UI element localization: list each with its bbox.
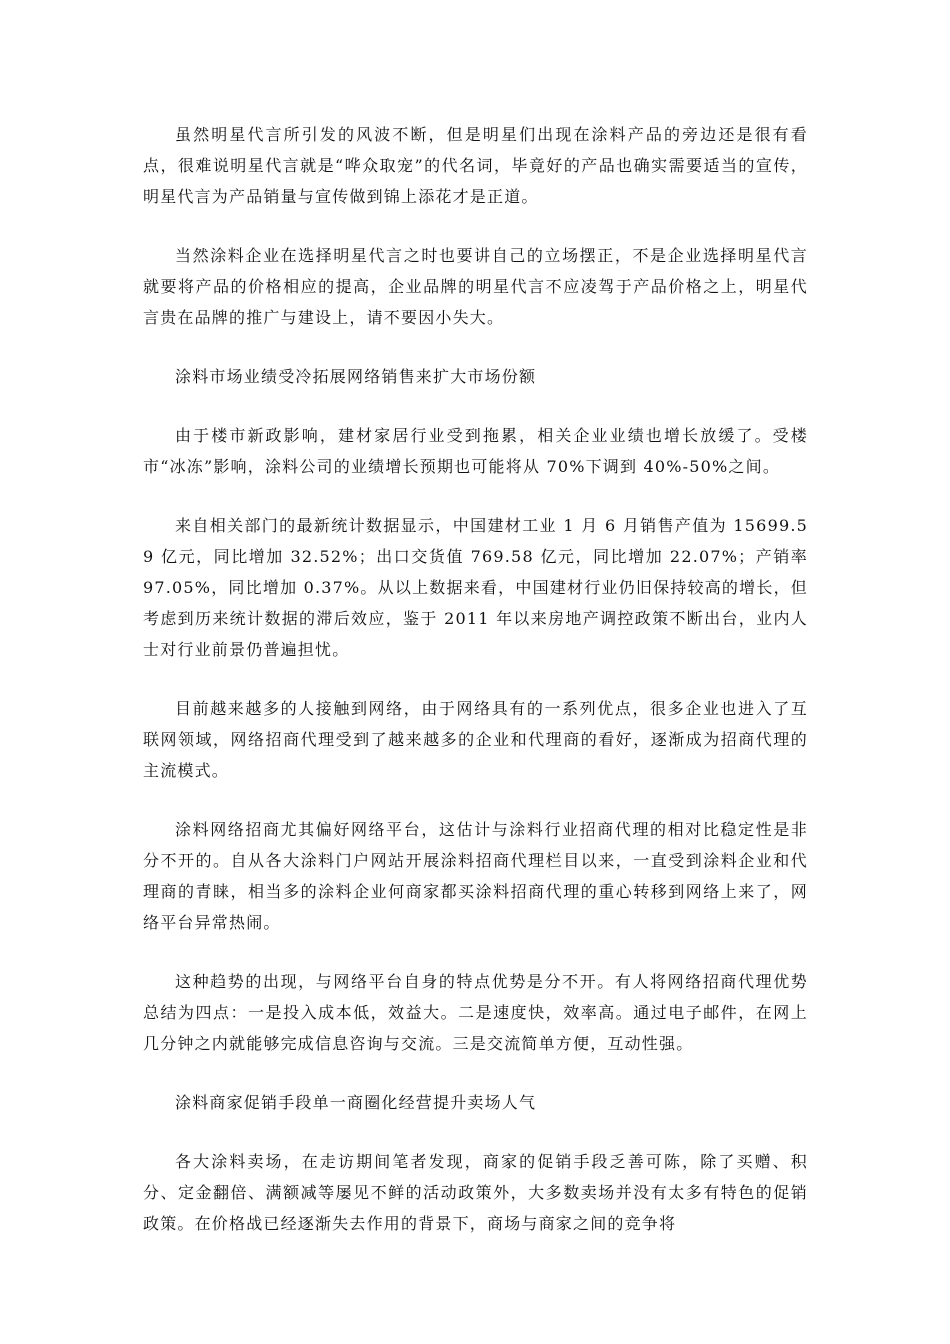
section-heading-promotion: 涂料商家促销手段单一商圈化经营提升卖场人气: [175, 1093, 537, 1112]
paragraph-network-platform: 涂料网络招商尤其偏好网络平台，这估计与涂料行业招商代理的相对比稳定性是非分不开的。自从各大涂料门户网站开展涂料招商代理栏目以来，一直受到涂料企业和代理商的青睐，相当多的涂料企业何商家都买涂料招商代理的重心转移到网络上来了，网络平台异常热闹。: [143, 820, 808, 932]
paragraph-star-endorsement-controversy: 虽然明星代言所引发的风波不断，但是明星们出现在涂料产品的旁边还是很有看点，很难说明星代言就是“哗众取宠”的代名词，毕竟好的产品也确实需要适当的宣传，明星代言为产品销量与宣传做到锦上添花才是正道。: [143, 125, 808, 206]
section-heading-online-sales: 涂料市场业绩受冷拓展网络销售来扩大市场份额: [175, 367, 537, 386]
paragraph-promotion-methods: 各大涂料卖场，在走访期间笔者发现，商家的促销手段乏善可陈，除了买赠、积分、定金翻倍、满额减等屡见不鲜的活动政策外，大多数卖场并没有太多有特色的促销政策。在价格战已经逐渐失去作用的背景下，商场与商家之间的竞争将: [143, 1152, 808, 1233]
paragraph-statistics: 来自相关部门的最新统计数据显示，中国建材工业 1 月 6 月销售产值为 15699.59 亿元，同比增加 32.52%；出口交货值 769.58 亿元，同比增加 22.07%；产销率 97.05%，同比增加 0.37%。从以上数据来看，中国建材行业仍旧保持较高的增长，但考虑到历来统计数据的滞后效应，鉴于 2011 年以来房地产调控政策不断出台，业内人士对行业前景仍普遍担忧。: [143, 516, 808, 659]
paragraph-advantages: 这种趋势的出现，与网络平台自身的特点优势是分不开。有人将网络招商代理优势总结为四点：一是投入成本低，效益大。二是速度快，效率高。通过电子邮件，在网上几分钟之内就能够完成信息咨询与交流。三是交流简单方便，互动性强。: [143, 972, 808, 1053]
paragraph-enterprise-stance: 当然涂料企业在选择明星代言之时也要讲自己的立场摆正，不是企业选择明星代言就要将产品的价格相应的提高，企业品牌的明星代言不应凌驾于产品价格之上，明星代言贵在品牌的推广与建设上，请不要因小失大。: [143, 246, 808, 327]
paragraph-internet-trend: 目前越来越多的人接触到网络，由于网络具有的一系列优点，很多企业也进入了互联网领域，网络招商代理受到了越来越多的企业和代理商的看好，逐渐成为招商代理的主流模式。: [143, 699, 808, 780]
document-body: [143, 119, 808, 1267]
paragraph-housing-policy-impact: 由于楼市新政影响，建材家居行业受到拖累，相关企业业绩也增长放缓了。受楼市“冰冻”影响，涂料公司的业绩增长预期也可能将从 70%下调到 40%-50%之间。: [143, 426, 808, 476]
